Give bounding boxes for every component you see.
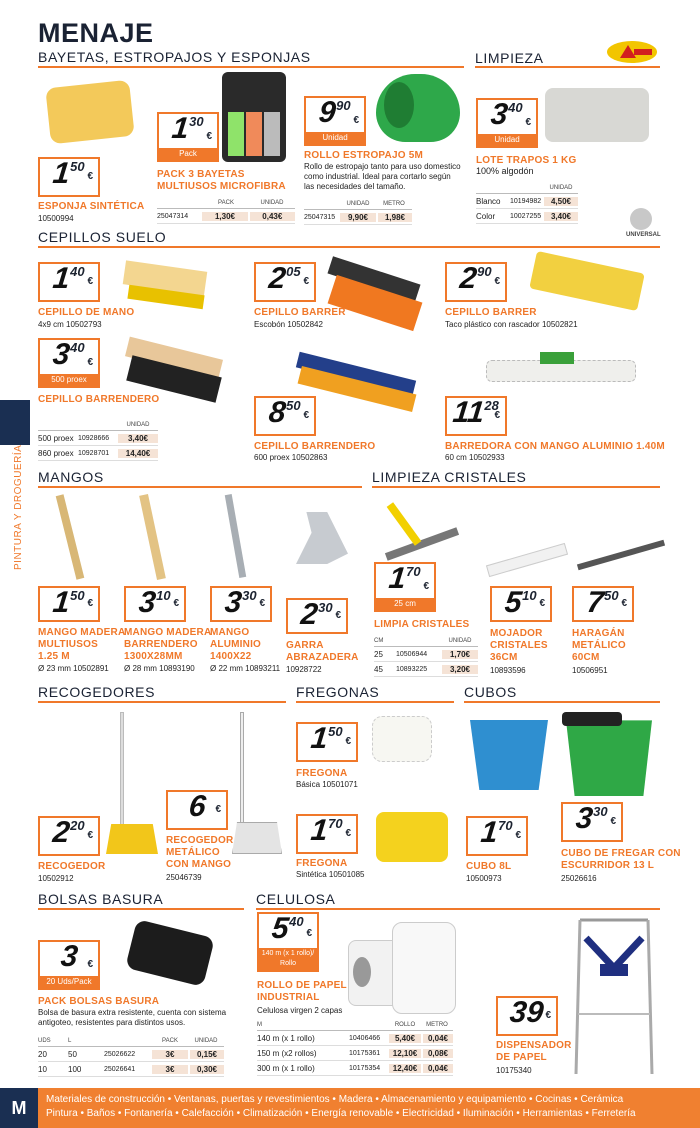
- scourer-roll-image: [376, 74, 460, 142]
- wetter-image: [486, 543, 568, 577]
- squeegee-image: [385, 527, 459, 561]
- universal-label: UNIVERSAL: [626, 232, 661, 238]
- table-pack3: PACK UNIDAD 25047314 1,30€ 0,43€: [157, 198, 295, 224]
- desc-fregona2: Sintética 10501085: [296, 870, 365, 879]
- price-fregona1: $1^{50}$ €: [296, 722, 358, 762]
- name-limpia: LIMPIA CRISTALES: [374, 619, 470, 630]
- name-papel: ROLLO DE PAPEL INDUSTRIAL: [257, 980, 347, 1003]
- name-mango1: MANGO MADERA MULTIUSOS 1.25 M: [38, 627, 126, 662]
- desc-barredora: 60 cm 10502933: [445, 453, 505, 462]
- desc-bolsas: Bolsa de basura extra resistente, cuenta con sistema antigoteo, resistentes para distintos usos.: [38, 1008, 227, 1027]
- price-cep-barrer2: $2^{90}$ €: [445, 262, 507, 302]
- name-mango2: MANGO MADERA BARRENDERO 1300X28MM: [124, 627, 212, 662]
- name-recogedor: RECOGEDOR: [38, 861, 106, 872]
- name-recogedor-met: RECOGEDOR METÁLICO CON MANGO: [166, 835, 234, 870]
- table-bolsas: UDS L PACK UNIDAD 20 50 25026622 3€ 0,15€ 10 100 25026641 3€ 0,30€: [38, 1036, 224, 1077]
- ref-recogedor-met: 25046739: [166, 873, 202, 882]
- price-pack3: $1^{30}$ € Pack: [157, 112, 219, 162]
- price-recogedor: $2^{20}$ €: [38, 816, 100, 856]
- price-mango2: $3^{10}$ €: [124, 586, 186, 622]
- price-bolsas: 3 € 20 Uds/Pack: [38, 940, 100, 990]
- price-cep-barrer1: $2^{05}$ €: [254, 262, 316, 302]
- price-papel: $5^{40}$ € 140 m (x 1 rollo)/ Rollo: [257, 912, 319, 972]
- price-limpia: $1^{70}$ € 25 cm: [374, 562, 436, 612]
- brand-logo: [606, 40, 658, 64]
- clamp-image: [296, 512, 348, 564]
- desc-rollo: Rollo de estropajo tanto para uso domestico como industrial. Ideal para cortarlo según las necesidades del tamaño.: [304, 162, 461, 191]
- name-garra: GARRA ABRAZADERA: [286, 640, 359, 663]
- aluminium-handle-image: [225, 494, 246, 578]
- footer-logo: M: [0, 1088, 38, 1128]
- desc-cep-barrer1: Escobón 10502842: [254, 320, 323, 329]
- table-limpia: CM UNIDAD 25 10506944 1,70€ 45 10893225 3,20€: [374, 636, 478, 677]
- footer-line-1: Materiales de construcción • Ventanas, puertas y revestimientos • Madera • Almacenamiento y equipamiento • Cocinas • Cerámica: [46, 1094, 624, 1105]
- name-cep-barrer1: CEPILLO BARRER: [254, 307, 346, 318]
- section-limpieza: LIMPIEZA: [475, 50, 544, 66]
- price-cep-barrendero: $3^{40}$ € 500 proex: [38, 338, 100, 388]
- price-cep-barrendero2: $8^{50}$ €: [254, 396, 316, 436]
- page-title: MENAJE: [38, 18, 154, 48]
- table-rollo: UNIDAD METRO 25047315 9,90€ 1,98€: [304, 199, 412, 225]
- ref-garra: 10928722: [286, 665, 322, 674]
- cloth-pack-image: [222, 72, 286, 162]
- table-cep-barrendero: UNIDAD 500 proex 10928666 3,40€ 860 proex 10928701 14,40€: [38, 420, 158, 461]
- ref-haragan: 10506951: [572, 666, 608, 675]
- price-garra: $2^{30}$ €: [286, 598, 348, 634]
- name-mojador: MOJADOR CRISTALES 36CM: [490, 628, 548, 663]
- section-bayetas: BAYETAS, ESTROPAJOS Y ESPONJAS: [38, 49, 311, 65]
- universal-logo-icon: [630, 208, 652, 230]
- mop-yellow-image: [376, 812, 448, 862]
- name-cep-barrendero: CEPILLO BARRENDERO: [38, 394, 160, 405]
- section-cepillos: CEPILLOS SUELO: [38, 229, 167, 245]
- price-fregona2: $1^{70}$ €: [296, 814, 358, 854]
- name-haragan: HARAGÁN METÁLICO 60CM: [572, 628, 626, 663]
- bucket-blue-image: [470, 720, 548, 790]
- price-cep-mano: $1^{40}$ €: [38, 262, 100, 302]
- ref-cubo-fregar: 25026616: [561, 874, 597, 883]
- name-cep-barrer2: CEPILLO BARRER: [445, 307, 537, 318]
- section-bolsas: BOLSAS BASURA: [38, 891, 164, 907]
- scrub-brush-image: [529, 251, 644, 311]
- side-tab: [0, 400, 30, 445]
- desc-mango1: Ø 23 mm 10502891: [38, 664, 109, 673]
- section-recogedores: RECOGEDORES: [38, 684, 156, 700]
- dispenser-stand-image: [566, 914, 662, 1080]
- price-trapos: $3^{40}$ € Unidad: [476, 98, 538, 148]
- desc-mango2: Ø 28 mm 10893190: [124, 664, 195, 673]
- price-cubo8: $1^{70}$ €: [466, 816, 528, 856]
- price-mojador: $5^{10}$ €: [490, 586, 552, 622]
- section-mangos: MANGOS: [38, 469, 104, 485]
- desc-mango3: Ø 22 mm 10893211: [210, 664, 281, 673]
- name-rollo: ROLLO ESTROPAJO 5M: [304, 150, 423, 161]
- metal-squeegee-image: [577, 540, 665, 571]
- ref-mojador: 10893596: [490, 666, 526, 675]
- price-cubo-fregar: $3^{30}$ €: [561, 802, 623, 842]
- section-cubos: CUBOS: [464, 684, 517, 700]
- trash-bag-roll-image: [125, 919, 215, 987]
- desc-papel: Celulosa virgen 2 capas: [257, 1006, 343, 1015]
- desc-trapos: 100% algodón: [476, 166, 534, 176]
- metal-dustpan-image: [232, 822, 282, 854]
- wood-handle-image: [56, 494, 85, 579]
- name-cep-barrendero2: CEPILLO BARRENDERO: [254, 441, 376, 452]
- name-fregona2: FREGONA: [296, 858, 348, 869]
- ref-dispensador: 10175340: [496, 1066, 532, 1075]
- sponge-image: [45, 80, 134, 144]
- name-barredora: BARREDORA CON MANGO ALUMINIO 1.40M: [445, 441, 665, 452]
- price-barredora: $11^{28}$ €: [445, 396, 507, 436]
- price-mango1: $1^{50}$ €: [38, 586, 100, 622]
- price-esponja: $1^{50}$ €: [38, 157, 100, 197]
- section-fregonas: FREGONAS: [296, 684, 380, 700]
- rags-image: [545, 88, 649, 142]
- desc-cep-mano: 4x9 cm 10502793: [38, 320, 102, 329]
- desc-cep-barrer2: Taco plástico con rascador 10502821: [445, 320, 578, 329]
- price-recogedor-met: 6 €: [166, 790, 228, 830]
- paper-roll-2-image: [392, 922, 456, 1014]
- desc-fregona1: Básica 10501071: [296, 780, 358, 789]
- ref-recogedor: 10502912: [38, 874, 74, 883]
- name-fregona1: FREGONA: [296, 768, 348, 779]
- price-dispensador: 39 €: [496, 996, 558, 1036]
- dustpan-handle: [120, 712, 124, 832]
- name-bolsas: PACK BOLSAS BASURA: [38, 996, 160, 1007]
- footer-line-2: Pintura • Baños • Fontanería • Calefacción • Climatización • Energía renovable • Electricidad • Iluminación • Herramientas • Ferretería: [46, 1108, 636, 1119]
- broom-handle-image: [139, 494, 166, 580]
- side-label: PINTURA Y DROGUERÍA: [13, 444, 24, 570]
- price-rollo: $9^{90}$ € Unidad: [304, 96, 366, 146]
- name-pack3: PACK 3 BAYETAS MULTIUSOS MICROFIBRA: [157, 169, 286, 192]
- ref-cubo8: 10500973: [466, 874, 502, 883]
- section-celulosa: CELULOSA: [256, 891, 336, 907]
- desc-cep-barrendero2: 600 proex 10502863: [254, 453, 328, 462]
- table-papel: M ROLLO METRO 140 m (x 1 rollo) 10406466 5,40€ 0,04€ 150 m (x2 rollos) 10175361 12,10€ 0,08€ 300 m (x 1 rollo) 10175354 12,40€ 0,04€: [257, 1020, 453, 1076]
- name-mango3: MANGO ALUMINIO 1400X22: [210, 627, 262, 662]
- name-cubo-fregar: CUBO DE FREGAR CON ESCURRIDOR 13 L: [561, 848, 681, 871]
- name-esponja: ESPONJA SINTÉTICA: [38, 201, 145, 212]
- name-dispensador: DISPENSADOR DE PAPEL: [496, 1040, 572, 1063]
- section-cristales: LIMPIEZA CRISTALES: [372, 469, 527, 485]
- name-cubo8: CUBO 8L: [466, 861, 512, 872]
- name-cep-mano: CEPILLO DE MANO: [38, 307, 135, 318]
- price-mango3: $3^{30}$ €: [210, 586, 272, 622]
- ref-esponja: 10500994: [38, 214, 74, 223]
- name-trapos: LOTE TRAPOS 1 KG: [476, 155, 577, 166]
- metal-dustpan-handle: [240, 712, 244, 830]
- dustpan-image: [106, 824, 158, 854]
- price-haragan: $7^{50}$ €: [572, 586, 634, 622]
- table-trapos: UNIDAD Blanco 10194982 4,50€ Color 10027255 3,40€: [476, 183, 578, 224]
- mop-white-image: [372, 716, 432, 762]
